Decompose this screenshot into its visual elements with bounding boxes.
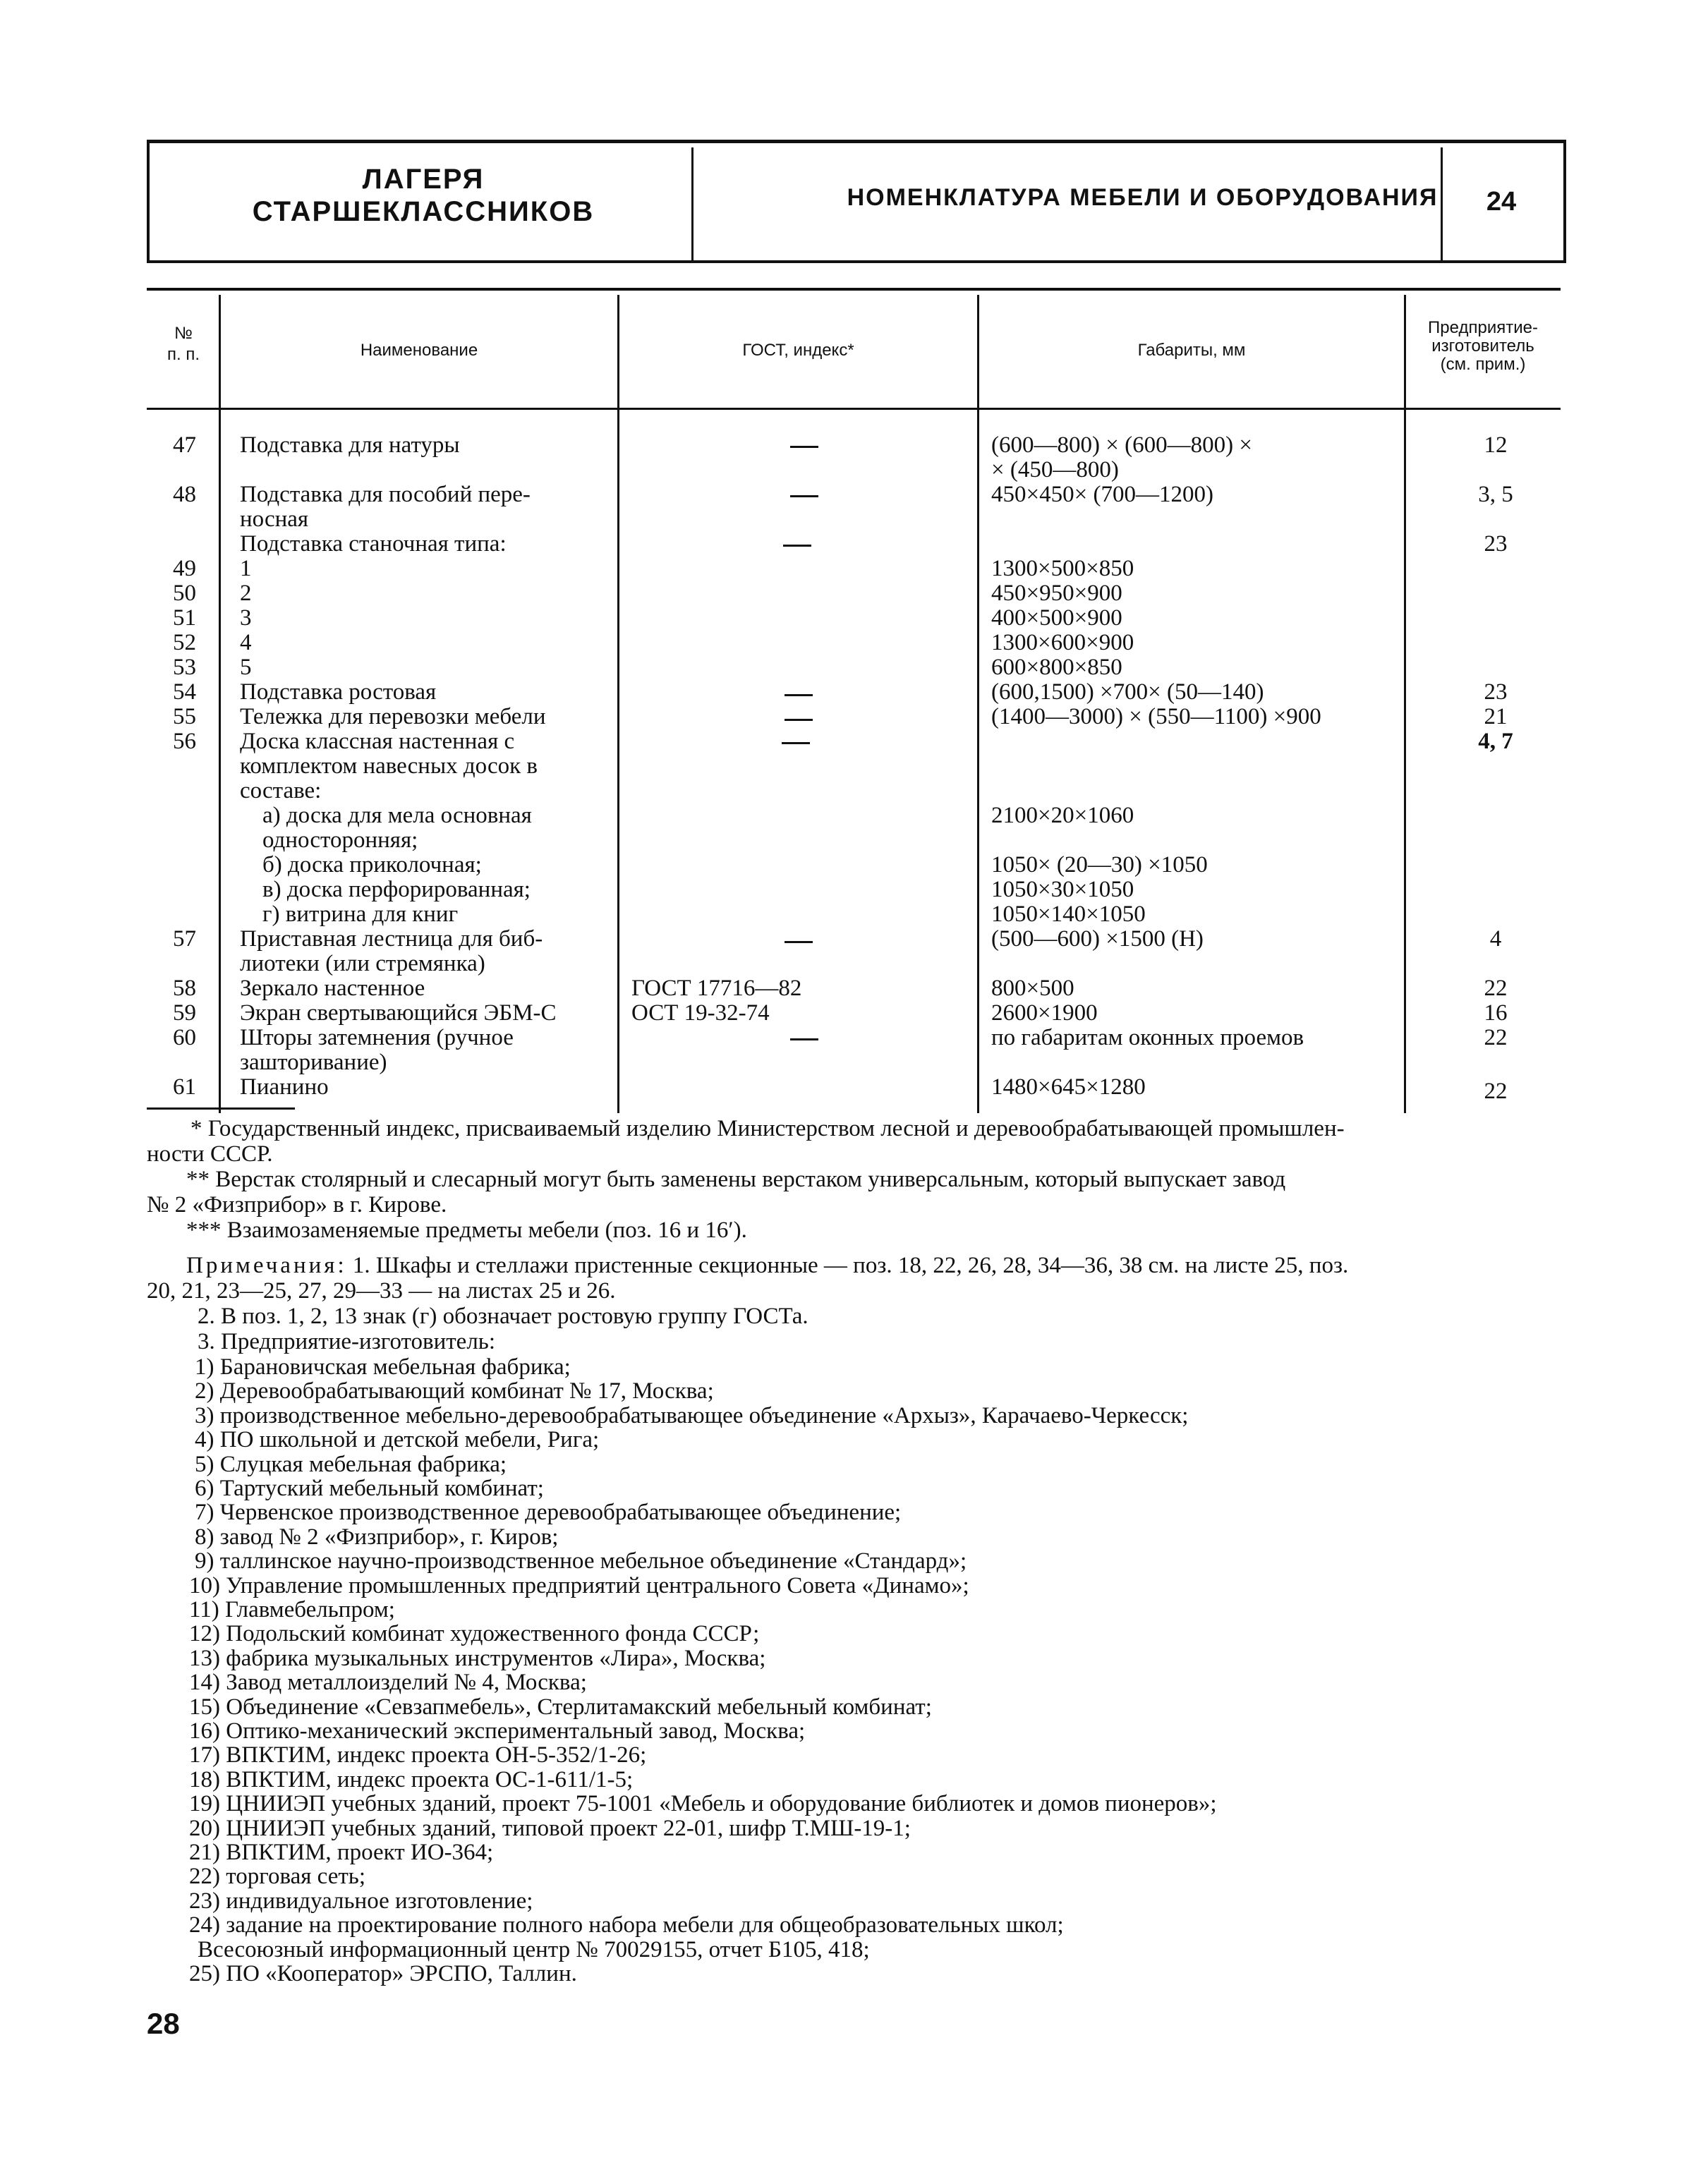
notes-item-3: 3. Предприятие-изготовитель: <box>198 1329 496 1354</box>
item-name: Доска классная настенная с <box>240 729 515 754</box>
manufacturer-item: 12) Подольский комбинат художественного фонда СССР; <box>189 1621 760 1646</box>
row-number: 53 <box>173 655 196 680</box>
row-number: 59 <box>173 1000 196 1026</box>
notes-item-2: 2. В поз. 1, 2, 13 знак (г) обозначает ростовую группу ГОСТа. <box>198 1304 808 1329</box>
item-name: 3 <box>240 605 252 631</box>
page-number: 28 <box>147 2007 180 2040</box>
item-name: Зеркало настенное <box>240 976 425 1001</box>
item-dimensions: по габаритам оконных проемов <box>991 1025 1304 1050</box>
table-top-rule <box>147 288 1561 291</box>
item-dimensions: 2100×20×1060 <box>991 803 1134 828</box>
item-manufacturer: 23 <box>1484 531 1508 557</box>
item-dimensions: 600×800×850 <box>991 655 1122 680</box>
sheet-number: 24 <box>1486 187 1517 217</box>
item-dimensions: (500—600) ×1500 (Н) <box>991 926 1204 952</box>
item-manufacturer: 12 <box>1484 432 1508 458</box>
item-gost: ГОСТ 17716—82 <box>631 976 802 1001</box>
row-number: 57 <box>173 926 196 952</box>
table-column-divider <box>617 295 619 1113</box>
manufacturer-item: 21) ВПКТИМ, проект ИО-364; <box>189 1840 494 1865</box>
item-dimensions: 2600×1900 <box>991 1000 1098 1026</box>
row-number: 56 <box>173 729 196 754</box>
item-name: Шторы затемнения (ручное <box>240 1025 514 1050</box>
header-divider <box>1441 147 1443 260</box>
manufacturer-item: 24) задание на проектирование полного набора мебели для общеобразовательных школ; <box>189 1912 1064 1938</box>
item-manufacturer: 22 <box>1484 1079 1508 1104</box>
manufacturer-item: 19) ЦНИИЭП учебных зданий, проект 75-1001 «Мебель и оборудование библиотек и домов пионеров»; <box>189 1791 1217 1816</box>
gost-dash <box>790 446 818 448</box>
row-number: 49 <box>173 556 196 581</box>
item-name: односторонняя; <box>262 827 418 853</box>
gost-dash <box>785 941 813 943</box>
document-title: НОМЕНКЛАТУРА МЕБЕЛИ И ОБОРУДОВАНИЯ <box>847 184 1439 211</box>
header-divider <box>691 147 694 260</box>
manufacturer-item: 6) Тартуский мебельный комбинат; <box>195 1476 544 1501</box>
manufacturer-item: 8) завод № 2 «Физприбор», г. Киров; <box>195 1524 559 1550</box>
row-number: 52 <box>173 630 196 655</box>
manufacturer-item: 3) производственное мебельно-деревообрабатывающее объединение «Архыз», Карачаево-Черкесск; <box>195 1403 1189 1428</box>
manufacturer-item: 22) торговая сеть; <box>189 1864 365 1889</box>
table-column-divider <box>1404 295 1406 1113</box>
item-name: в) доска перфорированная; <box>262 877 531 902</box>
item-manufacturer: 22 <box>1484 976 1508 1001</box>
table-column-divider <box>977 295 979 1113</box>
row-number: 50 <box>173 581 196 606</box>
item-dimensions: 1050× (20—30) ×1050 <box>991 852 1208 878</box>
item-dimensions: (1400—3000) × (550—1100) ×900 <box>991 704 1321 729</box>
item-name: лиотеки (или стремянка) <box>240 951 485 976</box>
manufacturer-item: 7) Червенское производственное деревообрабатывающее объединение; <box>195 1500 902 1525</box>
item-dimensions: 1300×500×850 <box>991 556 1134 581</box>
item-name: 2 <box>240 581 252 606</box>
item-dimensions: 800×500 <box>991 976 1074 1001</box>
manufacturer-item: 15) Объединение «Севзапмебель», Стерлитамакский мебельный комбинат; <box>189 1694 932 1720</box>
item-name: Подставка станочная типа: <box>240 531 507 557</box>
table-header-rule <box>147 408 1561 410</box>
item-manufacturer: 3, 5 <box>1478 482 1513 507</box>
item-manufacturer: 16 <box>1484 1000 1508 1026</box>
item-name: г) витрина для книг <box>262 902 459 927</box>
row-number: 58 <box>173 976 196 1001</box>
manufacturer-item: 16) Оптико-механический экспериментальный завод, Москва; <box>189 1718 806 1744</box>
item-name: зашторивание) <box>240 1050 387 1075</box>
footnote: № 2 «Физприбор» в г. Кирове. <box>147 1192 447 1218</box>
col-header-number-line1: № <box>174 324 193 343</box>
col-header-manufacturer-line2: изготовитель <box>1431 336 1534 356</box>
manufacturer-item: 20) ЦНИИЭП учебных зданий, типовой проект 22-01, шифр Т.МШ-19-1; <box>189 1816 911 1841</box>
manufacturer-item: 18) ВПКТИМ, индекс проекта ОС-1-611/1-5; <box>189 1767 634 1792</box>
manufacturer-item: 2) Деревообрабатывающий комбинат № 17, Москва; <box>195 1378 714 1404</box>
item-name: 4 <box>240 630 252 655</box>
manufacturer-item: 10) Управление промышленных предприятий центрального Совета «Динамо»; <box>189 1573 969 1598</box>
notes-item-1: 1. Шкафы и стеллажи пристенные секционные — поз. 18, 22, 26, 28, 34—36, 38 см. на листе 25, поз. <box>346 1253 1349 1278</box>
item-name: 1 <box>240 556 252 581</box>
manufacturer-item: 11) Главмебельпром; <box>189 1597 395 1622</box>
item-name: Тележка для перевозки мебели <box>240 704 546 729</box>
footnote: ** Верстак столярный и слесарный могут быть заменены верстаком универсальным, который выпускает завод <box>186 1167 1286 1192</box>
item-dimensions: 1480×645×1280 <box>991 1074 1146 1100</box>
sheet-header <box>147 140 1566 263</box>
manufacturer-item: 14) Завод металлоизделий № 4, Москва; <box>189 1670 587 1695</box>
item-manufacturer: 23 <box>1484 679 1508 705</box>
manufacturer-item: 17) ВПКТИМ, индекс проекта ОН-5-352/1-26; <box>189 1742 647 1768</box>
notes-item-1-cont: 20, 21, 23—25, 27, 29—33 — на листах 25 и 26. <box>147 1278 616 1304</box>
manufacturer-item: 23) индивидуальное изготовление; <box>189 1888 533 1914</box>
gost-dash <box>785 719 813 721</box>
row-number: 55 <box>173 704 196 729</box>
gost-dash <box>790 495 818 497</box>
item-name: а) доска для мела основная <box>262 803 532 828</box>
manufacturer-item: 5) Слуцкая мебельная фабрика; <box>195 1452 507 1477</box>
row-number: 47 <box>173 432 196 458</box>
gost-dash <box>785 694 813 696</box>
col-header-gost: ГОСТ, индекс* <box>742 341 854 360</box>
section-title <box>150 163 697 228</box>
footnote: *** Взаимозаменяемые предметы мебели (поз. 16 и 16′). <box>186 1218 747 1243</box>
item-manufacturer: 4 <box>1489 926 1502 952</box>
item-name: 5 <box>240 655 252 680</box>
gost-dash <box>783 545 811 547</box>
col-header-number <box>150 323 217 365</box>
manufacturer-item: 13) фабрика музыкальных инструментов «Лира», Москва; <box>189 1646 766 1671</box>
footnote: ности СССР. <box>147 1141 273 1167</box>
manufacturer-item: 9) таллинское научно-производственное мебельное объединение «Стандард»; <box>195 1548 967 1574</box>
item-name: составе: <box>240 778 322 803</box>
item-name: Пианино <box>240 1074 329 1100</box>
col-header-name: Наименование <box>360 341 478 360</box>
notes-heading: Примечания: <box>186 1253 347 1278</box>
item-dimensions: 1300×600×900 <box>991 630 1134 655</box>
row-number: 48 <box>173 482 196 507</box>
item-dimensions: 450×950×900 <box>991 581 1122 606</box>
item-name: б) доска приколочная; <box>262 852 482 878</box>
item-name: Экран свертывающийся ЭБМ-С <box>240 1000 557 1026</box>
item-dimensions: (600,1500) ×700× (50—140) <box>991 679 1264 705</box>
gost-dash <box>790 1038 818 1040</box>
footnote: * Государственный индекс, присваиваемый изделию Министерством лесной и деревообрабатывающей промышлен- <box>190 1116 1345 1141</box>
gost-dash <box>782 742 810 744</box>
item-name: носная <box>240 506 309 532</box>
item-name: Приставная лестница для биб- <box>240 926 543 952</box>
item-manufacturer: 22 <box>1484 1025 1508 1050</box>
item-gost: ОСТ 19-32-74 <box>631 1000 770 1026</box>
footnote-rule <box>147 1107 295 1110</box>
row-number: 60 <box>173 1025 196 1050</box>
row-number: 51 <box>173 605 196 631</box>
manufacturer-item: 25) ПО «Кооператор» ЭРСПО, Таллин. <box>189 1961 577 1986</box>
item-manufacturer: 21 <box>1484 704 1508 729</box>
item-name: комплектом навесных досок в <box>240 753 538 779</box>
item-dimensions: 400×500×900 <box>991 605 1122 631</box>
col-header-manufacturer-line1: Предприятие- <box>1428 318 1538 337</box>
row-number: 61 <box>173 1074 196 1100</box>
col-header-number-line2: п. п. <box>167 345 200 364</box>
row-number: 54 <box>173 679 196 705</box>
manufacturer-item: 4) ПО школьной и детской мебели, Рига; <box>195 1427 600 1452</box>
col-header-dimensions: Габариты, мм <box>1137 341 1246 360</box>
item-dimensions: 1050×140×1050 <box>991 902 1146 927</box>
manufacturer-item: 1) Барановичская мебельная фабрика; <box>195 1354 571 1380</box>
item-name: Подставка ростовая <box>240 679 437 705</box>
item-manufacturer: 4, 7 <box>1478 729 1513 754</box>
manufacturer-item: Всесоюзный информационный центр № 70029155, отчет Б105, 418; <box>198 1937 870 1962</box>
table-column-divider <box>219 295 221 1113</box>
item-dimensions: × (450—800) <box>991 457 1119 482</box>
item-name: Подставка для пособий пере- <box>240 482 531 507</box>
notes-line <box>186 1253 1348 1278</box>
col-header-manufacturer-line3: (см. прим.) <box>1440 355 1526 374</box>
item-dimensions: 450×450× (700—1200) <box>991 482 1213 507</box>
section-title-line2: СТАРШЕКЛАССНИКОВ <box>252 196 595 227</box>
item-dimensions: 1050×30×1050 <box>991 877 1134 902</box>
item-name: Подставка для натуры <box>240 432 460 458</box>
col-header-manufacturer <box>1407 319 1559 374</box>
section-title-line1: ЛАГЕРЯ <box>362 164 485 195</box>
item-dimensions: (600—800) × (600—800) × <box>991 432 1252 458</box>
